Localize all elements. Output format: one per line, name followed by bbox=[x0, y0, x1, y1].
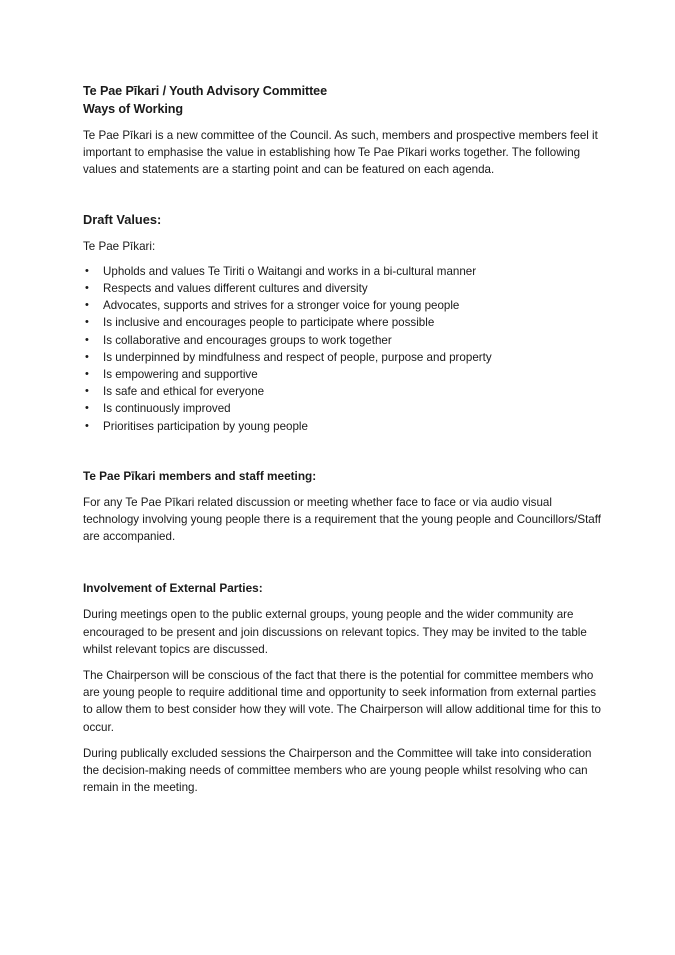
bullet-icon: • bbox=[85, 282, 89, 295]
bullet-icon: • bbox=[85, 316, 89, 329]
value-text: Advocates, supports and strives for a stronger voice for young people bbox=[103, 299, 460, 313]
bullet-icon: • bbox=[85, 402, 89, 415]
value-text: Is underpinned by mindfulness and respect of people, purpose and property bbox=[103, 350, 492, 364]
bullet-icon: • bbox=[85, 385, 89, 398]
value-text: Is collaborative and encourages groups to work together bbox=[103, 333, 392, 347]
value-text: Upholds and values Te Tiriti o Waitangi and works in a bi-cultural manner bbox=[103, 264, 477, 278]
intro-paragraph: Te Pae Pīkari is a new committee of the Council. As such, members and prospective members feel it important to emphasise the value in establishing how Te Pae Pīkari works together. The following values and statements are a starting point and can be featured on each agenda. bbox=[83, 129, 598, 177]
external-paragraph-3: During publically excluded sessions the Chairperson and the Committee will take into consideration the decision-making needs of committee members who are young people whilst resolving who can remain in the meeting. bbox=[83, 746, 592, 795]
list-item bbox=[83, 418, 603, 435]
value-text: Is continuously improved bbox=[103, 402, 231, 416]
list-item bbox=[83, 400, 603, 417]
bullet-icon: • bbox=[85, 350, 89, 363]
list-item bbox=[83, 263, 603, 280]
value-text: Is inclusive and encourages people to participate where possible bbox=[103, 316, 435, 330]
list-item bbox=[83, 366, 603, 383]
list-item bbox=[83, 349, 603, 366]
document-body bbox=[83, 82, 603, 796]
value-text: Respects and values different cultures and diversity bbox=[103, 282, 368, 296]
bullet-icon: • bbox=[85, 299, 89, 312]
values-list bbox=[83, 263, 603, 435]
committee-title: Te Pae Pīkari / Youth Advisory Committee bbox=[83, 84, 327, 98]
ways-of-working-title: Ways of Working bbox=[83, 102, 183, 116]
bullet-icon: • bbox=[85, 419, 89, 432]
bullet-icon: • bbox=[85, 264, 89, 277]
external-paragraph-2: The Chairperson will be conscious of the fact that there is the potential for committee members who are young people to require additional time and opportunity to seek information from external parties to allow them to best consider how they will vote. The Chairperson will allow additional time for this to occur. bbox=[83, 669, 601, 734]
list-item bbox=[83, 297, 603, 314]
document-title bbox=[83, 82, 603, 118]
external-parties-heading: Involvement of External Parties: bbox=[83, 581, 263, 596]
bullet-icon: • bbox=[85, 333, 89, 346]
meeting-heading: Te Pae Pīkari members and staff meeting: bbox=[83, 468, 317, 483]
list-item bbox=[83, 314, 603, 331]
meeting-paragraph: For any Te Pae Pīkari related discussion or meeting whether face to face or via audio visual technology involving young people there is a requirement that the young people and Councillors/Staff are accompanied. bbox=[83, 495, 601, 544]
value-text: Is empowering and supportive bbox=[103, 368, 258, 382]
bullet-icon: • bbox=[85, 368, 89, 381]
list-item bbox=[83, 383, 603, 400]
value-text: Is safe and ethical for everyone bbox=[103, 385, 265, 399]
list-item bbox=[83, 280, 603, 297]
draft-values-heading: Draft Values: bbox=[83, 211, 162, 227]
external-paragraph-1: During meetings open to the public external groups, young people and the wider community are encouraged to be present and join discussions on relevant topics. They may be invited to the table whilst relevant topics are discussed. bbox=[83, 608, 587, 656]
list-item bbox=[83, 332, 603, 349]
values-lead: Te Pae Pīkari: bbox=[83, 239, 156, 253]
value-text: Prioritises participation by young people bbox=[103, 419, 308, 433]
